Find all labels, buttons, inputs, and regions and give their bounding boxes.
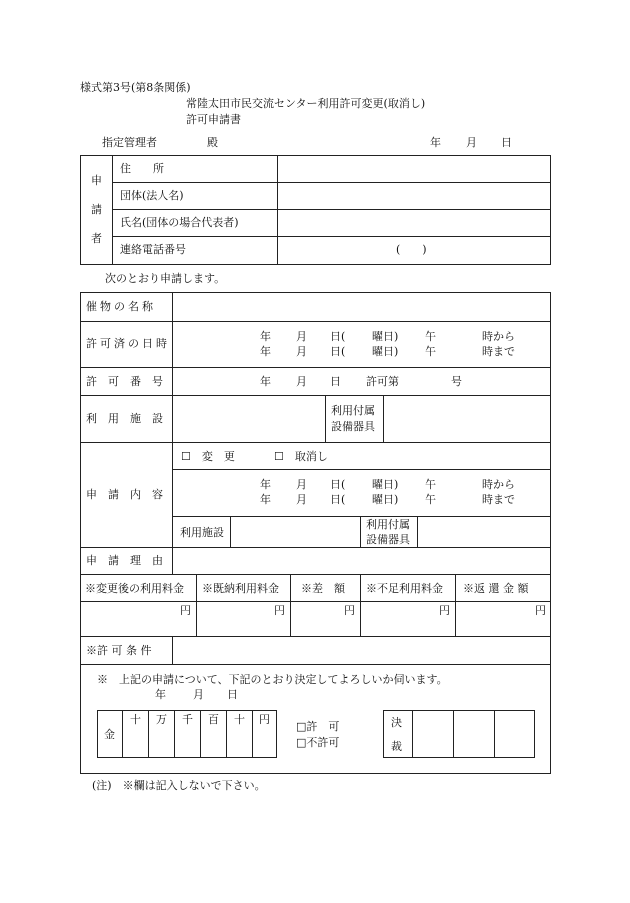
header-date-day: 日 [501,136,512,149]
approval-grid [383,710,535,758]
permitted-from-time: 時から [482,330,515,343]
fee-header-difference: ※差 額 [301,582,345,595]
fee-header-refund: ※返 還 金 額 [463,582,529,595]
name-label: 氏名(団体の場合代表者) [120,216,239,229]
permit-month: 月 [296,375,307,388]
money-label: 金 [104,728,115,741]
deny-checkbox[interactable]: □不許可 [296,736,340,749]
content-until-year: 年 [260,493,271,506]
permitted-until-weekday: 曜日) [372,345,399,358]
digit-label-ten-thousand-ten: 十 [130,713,141,726]
content-from-ampm: 午 [425,478,436,491]
addressee-label: 指定管理者 [102,136,157,149]
permitted-until-month: 月 [296,345,307,358]
content-from-month: 月 [296,478,307,491]
content-until-ampm: 午 [425,493,436,506]
fee-header-paid: ※既納利用料金 [202,582,279,595]
intro-text: 次のとおり申請します。 [105,272,226,285]
equipment-label-line1: 利用付属 [331,404,375,417]
permit-day: 日 [330,375,341,388]
permit-year: 年 [260,375,271,388]
permitted-from-year: 年 [260,330,271,343]
organization-label: 団体(法人名) [120,189,184,202]
permitted-until-year: 年 [260,345,271,358]
fee-unit-changed: 円 [180,604,191,617]
fee-header-shortage: ※不足利用料金 [366,582,443,595]
content-from-time: 時から [482,478,515,491]
footnote: (注) ※欄は記入しないで下さい。 [92,779,266,792]
document-subtitle: 許可申請書 [186,113,241,126]
content-from-weekday: 曜日) [372,478,399,491]
header-date-year: 年 [430,136,441,149]
digit-label-ten: 十 [234,713,245,726]
address-label: 住 所 [120,162,164,175]
digit-label-yen: 円 [259,713,270,726]
permitted-dates-label: 許可済の日時 [86,337,170,350]
content-from-day: 日( [330,478,346,491]
permitted-from-weekday: 曜日) [372,330,399,343]
fee-unit-difference: 円 [344,604,355,617]
option-change[interactable]: ☐ 変 更 [181,450,235,463]
digit-label-ten-thousand: 万 [156,713,167,726]
approve-checkbox[interactable]: □許 可 [296,720,340,733]
permitted-until-time: 時まで [482,345,515,358]
header-date-month: 月 [466,136,477,149]
fee-unit-shortage: 円 [439,604,450,617]
content-until-month: 月 [296,493,307,506]
content-label: 申 請 内 容 [86,488,163,501]
phone-parens: ( ) [396,243,427,256]
event-name-label: 催物の名称 [86,300,156,313]
content-from-year: 年 [260,478,271,491]
form-number: 様式第3号(第8条関係) [80,81,191,94]
main-table [80,292,551,774]
permit-prefix: 許可第 [366,375,399,388]
digit-label-hundred: 百 [208,713,219,726]
reason-label: 申 請 理 由 [86,554,163,567]
fee-unit-refund: 円 [535,604,546,617]
fee-header-changed: ※変更後の利用料金 [85,582,184,595]
decision-day: 日 [227,688,238,701]
content-equipment-line2: 設備器具 [366,533,410,546]
applicant-label-2: 請 [91,203,102,216]
equipment-label-line2: 設備器具 [331,420,375,433]
permit-number-label: 許 可 番 号 [86,375,163,388]
permitted-until-day: 日( [330,345,346,358]
option-cancel[interactable]: ☐ 取消し [274,450,328,463]
decision-month: 月 [193,688,204,701]
approval-label-1: 決 [391,716,402,729]
conditions-label: ※許 可 条 件 [86,644,152,657]
content-facility-label: 利用施設 [180,526,224,539]
honorific: 殿 [207,136,218,149]
decision-statement: ※ 上記の申請について、下記のとおり決定してよろしいか伺います。 [97,673,448,686]
fee-unit-paid: 円 [274,604,285,617]
content-until-time: 時まで [482,493,515,506]
permitted-from-ampm: 午 [425,330,436,343]
permitted-from-month: 月 [296,330,307,343]
content-until-day: 日( [330,493,346,506]
applicant-label-1: 申 [91,174,102,187]
content-until-weekday: 曜日) [372,493,399,506]
content-equipment-line1: 利用付属 [366,518,410,531]
document-title: 常陸太田市民交流センター利用許可変更(取消し) [186,97,426,110]
decision-year: 年 [155,688,166,701]
approval-label-2: 裁 [391,740,402,753]
permitted-from-day: 日( [330,330,346,343]
permitted-until-ampm: 午 [425,345,436,358]
applicant-label-3: 者 [91,232,102,245]
digit-label-thousand: 千 [182,713,193,726]
phone-label: 連絡電話番号 [120,243,186,256]
facility-label: 利 用 施 設 [86,412,163,425]
permit-suffix: 号 [451,375,462,388]
